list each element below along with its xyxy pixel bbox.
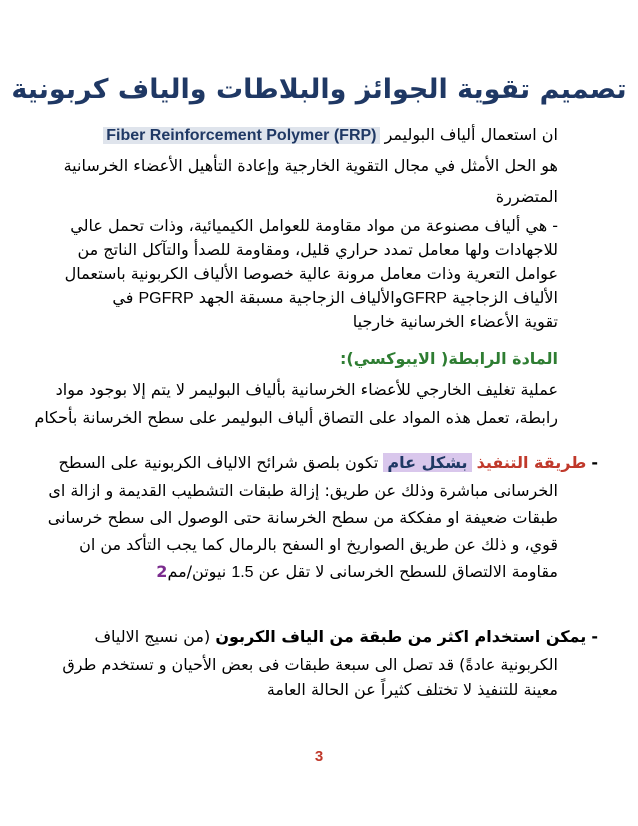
method-heading-highlight: بشكل عام bbox=[383, 453, 471, 472]
in-text: في bbox=[112, 288, 134, 307]
unit-exponent: 2 bbox=[156, 562, 168, 581]
layers-line-2: الكربونية عادةً) قد تصل الى سبعة طبقات فى بعض الأحيان و تستخدم طرق bbox=[62, 655, 558, 674]
page-title: تصميم تقوية الجوائز والبلاطات والياف كربونية bbox=[11, 74, 627, 105]
binder-heading: المادة الرابطة( الايبوكسي): bbox=[339, 349, 558, 368]
binder-line-1: عملية تغليف الخارجي للأعضاء الخرسانية بألياف البوليمر لا يتم إلا بوجود مواد bbox=[55, 380, 558, 399]
method-line-3: طبقات ضعيفة او مفككة من سطح الخرسانة حتى الوصول الى سطح خرسانى bbox=[47, 508, 558, 527]
layers-line-3: معينة للتنفيذ لا تختلف كثيراً عن الحالة العامة bbox=[266, 680, 558, 699]
bond-strength-value: 1.5 bbox=[231, 564, 254, 581]
method-line-1 bbox=[58, 450, 598, 476]
unit-text: نيوتن/مم bbox=[167, 562, 227, 581]
layers-dash: - bbox=[591, 627, 598, 646]
para2-line-4 bbox=[70, 285, 558, 312]
method-dash: - bbox=[591, 453, 598, 472]
intro-line-1 bbox=[70, 122, 558, 149]
pgfrp-term: PGFRP bbox=[138, 290, 194, 307]
frp-english-term: Fiber Reinforcement Polymer (FRP) bbox=[103, 127, 379, 144]
layers-line-1 bbox=[70, 624, 598, 650]
method-line-5 bbox=[70, 559, 558, 586]
glass-fibers-text: الألياف الزجاجية bbox=[451, 288, 558, 307]
method-line-2: الخرسانى مباشرة وذلك عن طريق: إزالة طبقات التشطيب القديمة و ازالة اى bbox=[48, 481, 558, 500]
intro-line-3: المتضررة bbox=[495, 187, 558, 206]
para2-line-5: تقوية الأعضاء الخرسانية خارجيا bbox=[352, 312, 558, 331]
layers-heading: يمكن استخدام اكثر من طبقة من الياف الكربون bbox=[215, 627, 587, 646]
para2-line-2: للاجهادات ولها معامل تمدد حراري قليل، ومقاومة للصدأ والتآكل الناتج من bbox=[77, 240, 558, 259]
prestressed-fibers-text: والألياف الزجاجية مسبقة الجهد bbox=[198, 288, 403, 307]
page-number: 3 bbox=[314, 748, 324, 765]
layers-line-1-text: (من نسيج الالياف bbox=[94, 627, 211, 646]
method-line-1-text: تكون بلصق شرائح الالياف الكربونية على السطح bbox=[58, 453, 379, 472]
intro-arabic-text: ان استعمال ألياف البوليمر bbox=[384, 125, 558, 144]
method-line-4: قوي، و ذلك عن طريق الصواريخ او السفح بالرمال كما يجب التأكد من ان bbox=[79, 535, 558, 554]
para2-line-1: - هي ألياف مصنوعة من مواد مقاومة للعوامل الكيميائية، وذات تحمل عالي bbox=[70, 216, 558, 235]
method-heading: طريقة التنفيذ bbox=[476, 453, 587, 472]
bond-strength-text: مقاومة الالتصاق للسطح الخرسانى لا تقل عن bbox=[258, 562, 558, 581]
gfrp-term: GFRP bbox=[402, 290, 447, 307]
binder-line-2: رابطة، تعمل هذه المواد على التصاق ألياف البوليمر على سطح الخرسانة بأحكام bbox=[34, 408, 558, 427]
para2-line-3: عوامل التعرية وذات معامل مرونة عالية خصوصا الألياف الكربونية باستعمال bbox=[64, 264, 558, 283]
intro-line-2: هو الحل الأمثل في مجال التقوية الخارجية وإعادة التأهيل الأعضاء الخرسانية bbox=[63, 156, 558, 175]
